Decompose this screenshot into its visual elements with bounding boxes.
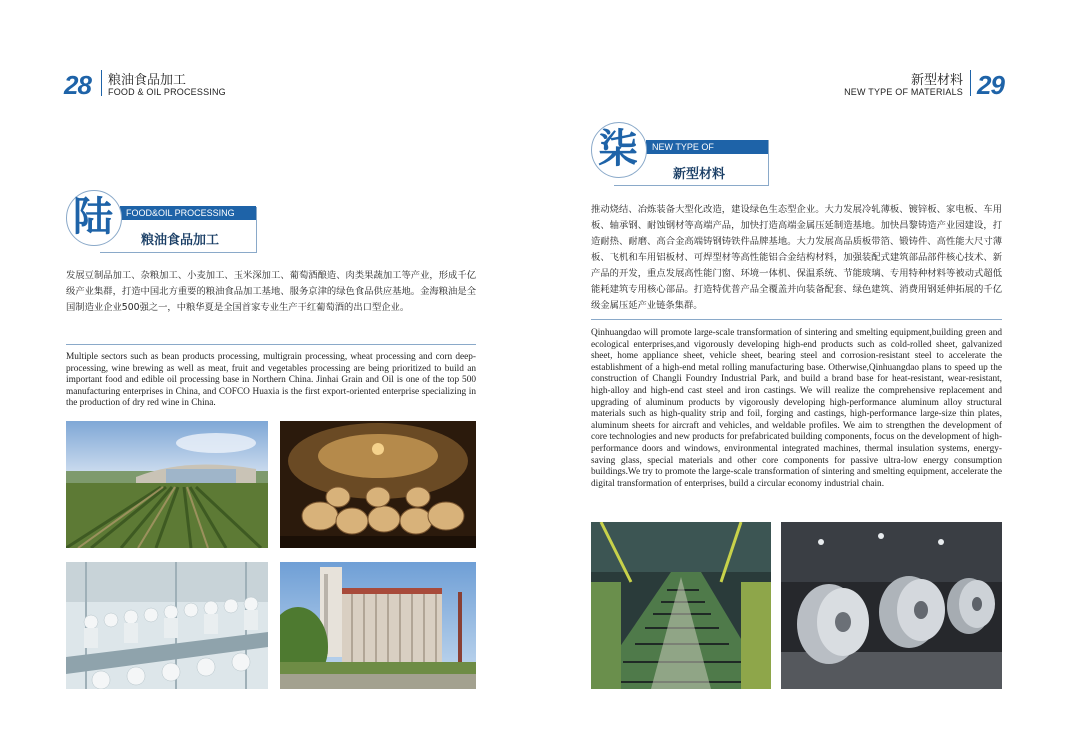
- photo-wine-cellar: [280, 421, 476, 548]
- section-tag-en-left: FOOD&OIL PROCESSING: [120, 206, 256, 220]
- paragraph-en-left: Multiple sectors such as bean products processing, multigrain processing, wheat processing and corn deep-processing, wine brewing as well as meat, fruit and vegetables processing are being prioritized to build an important food and edible oil processing base in Northern China. Jinhai Grain and Oil is one of the top 500 manufacturing enterprises in China, and COFCO Huaxia is the first export-oriented enterprise specializing in the production of dry red wine in China.: [66, 352, 476, 409]
- header-divider-left: [101, 70, 102, 96]
- paragraph-zh-right: 推动烧结、冶炼装备大型化改造，建设绿色生态型企业。大力发展冷轧薄板、镀锌板、家电板、车用板、轴承钢、耐蚀钢材等高端产品，加快打造高端金属压延制造基地。加快昌黎铸造产业园建设，打造耐热、耐磨、高合金高端铸钢铸铁件品牌基地。大力发展高品质板带箔、锻铸件、高性能大尺寸薄板、飞机和车用铝板材、可焊型材等高性能铝合金结构材料，加强装配式建筑部品部件核心技术、新产品的开发，重点发展高性能门窗、环境一体机、保温系统、节能玻璃、专用特种材料等被动式超低能耗建筑专用核心部品。打造特优普产品全覆盖并向装备配套、绿色建筑、消费用钢延伸拓展的千亿级金属压延产业链条集群。: [591, 204, 1002, 311]
- seal-character-left: 陆: [73, 193, 113, 240]
- photo-rolling-mill-line: [591, 522, 771, 689]
- section-title-zh-right: 新型材料: [673, 167, 726, 182]
- section-tag-en-right: NEW TYPE OF MATERIALS: [646, 140, 768, 154]
- header-title-zh-right: 新型材料: [910, 73, 963, 88]
- header-title-en-right: NEW TYPE OF MATERIALS: [844, 87, 963, 97]
- header-divider-right: [970, 70, 971, 96]
- photo-vineyard-buildings: [66, 421, 268, 548]
- photo-food-factory-workers: [66, 562, 268, 689]
- header-title-en-left: FOOD & OIL PROCESSING: [108, 87, 226, 97]
- photo-aluminum-coils: [781, 522, 1002, 689]
- section-title-zh-left: 粮油食品加工: [141, 233, 220, 248]
- divider-rule-right: [591, 319, 1002, 320]
- page-number-right: 29: [977, 70, 1004, 100]
- seal-character-right: 柒: [598, 125, 638, 172]
- paragraph-zh-left: 发展豆制品加工、杂粮加工、小麦加工、玉米深加工、葡萄酒酿造、肉类果蔬加工等产业，形成千亿级产业集群，打造中国北方重要的粮油食品加工基地、服务京津的绿色食品供应基地。金海粮油是全国制造业企业500强之一，中粮华夏是全国首家专业生产干红葡萄酒的出口型企业。: [66, 270, 476, 313]
- page-number-left: 28: [64, 70, 91, 100]
- photo-grain-silos: [280, 562, 476, 689]
- header-title-zh-left: 粮油食品加工: [108, 73, 187, 88]
- divider-rule-left: [66, 344, 476, 345]
- paragraph-en-right: Qinhuangdao will promote large-scale transformation of sintering and smelting equipment,building green and ecological enterprises,and vigorously developing high-end products such as cold-rolled sheet, galvanized sheet, home appliance sheet, vehicle sheet, bearing steel and corrosion-resistant steel to accelerate the establishment of a high-end metal rolling manufacturing base. Otherwise,Qinhuangdao plans to speed up the construction of Changli Foundry Industrial Park, and build a brand base for heat-resistant, wear-resistant, high-alloy and high-end cast steel and iron castings. We will realize the comprehensive replacement and upgrading of aluminum products by vigorously developing high-performance aluminum alloy structural materials such as high-quality strip and foil, forging and castings, high-performance large-size thin plates, aluminum sheets for aircraft and vehicles, and weldable profiles. We aim to strengthen the development of core technologies and new products for prefabricated building components, focus on the development of high-performance doors and windows, environmental integrated machines, thermal insulation systems, energy-saving glass, special materials and other core components for passive ultra-low energy consumption buildings.We try to promote the large-scale transformation of sintering and smelting equipment, accelerate the digital transformation of enterprises, build a circular economy industrial chain.: [591, 328, 1002, 489]
